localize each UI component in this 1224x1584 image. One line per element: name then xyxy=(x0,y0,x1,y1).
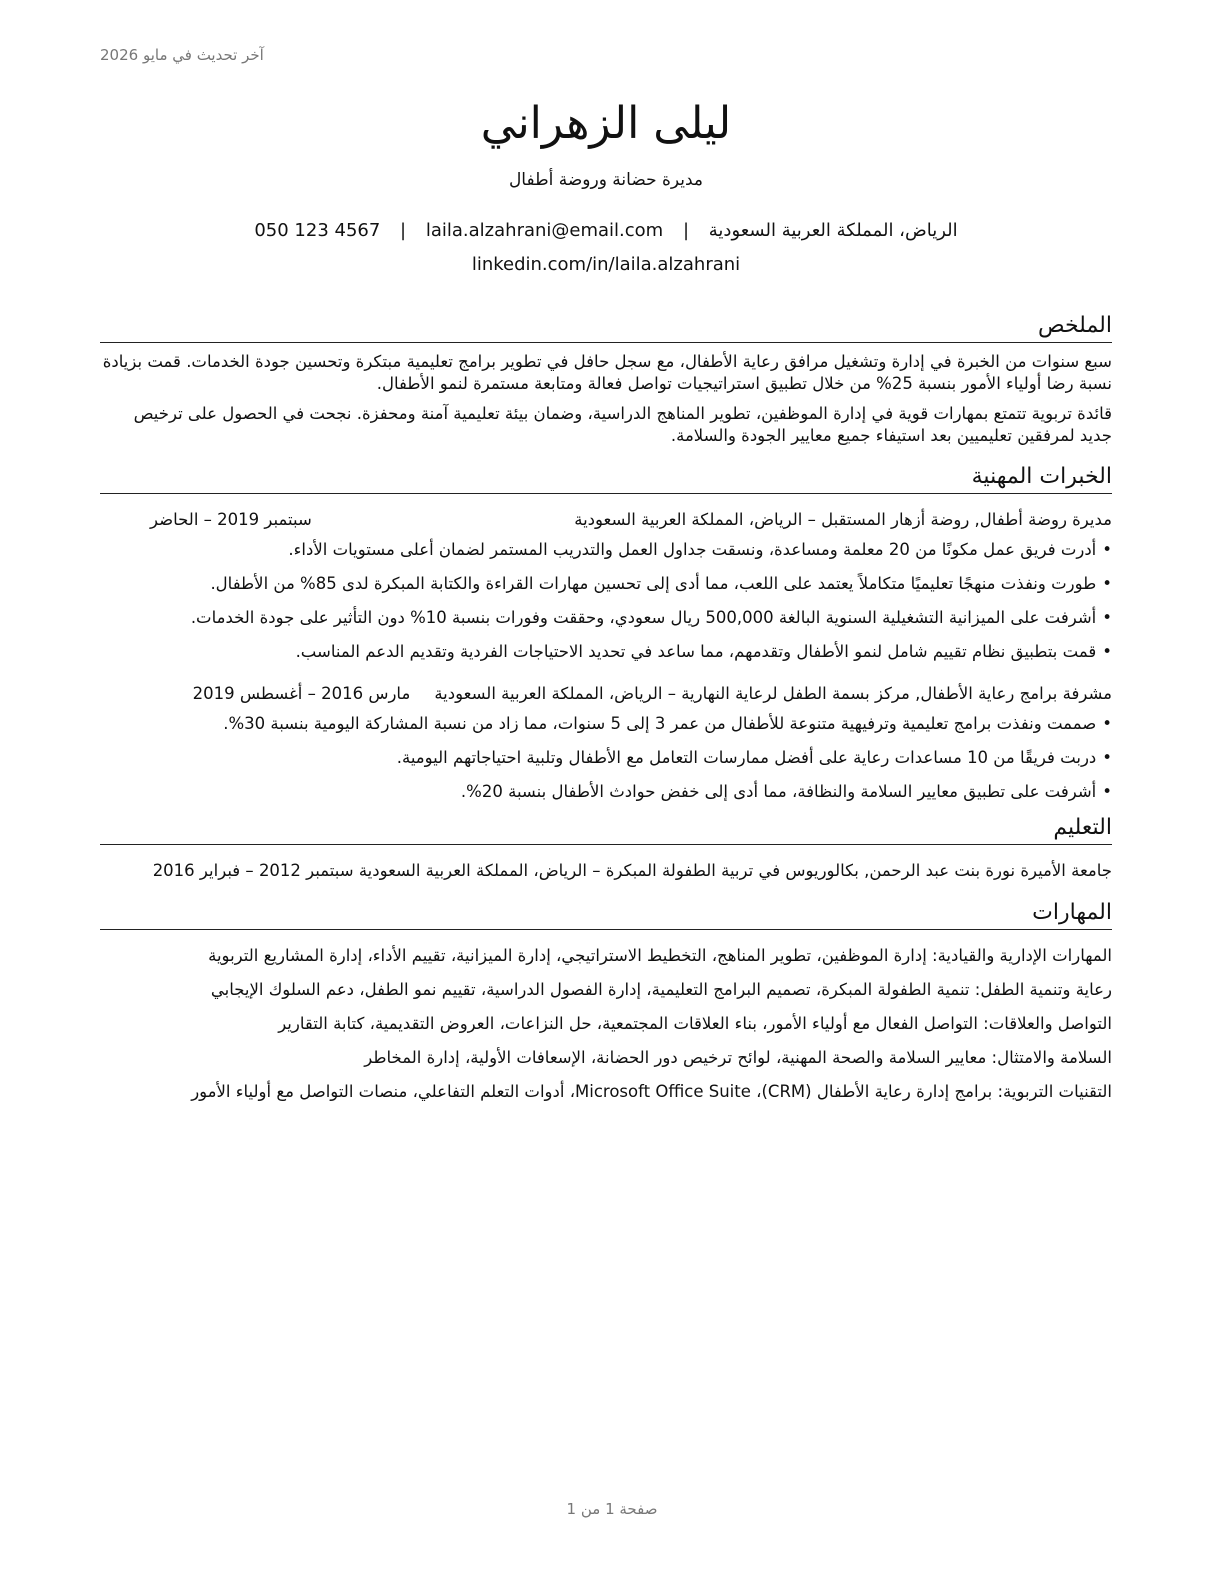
contact-separator: | xyxy=(400,220,407,241)
job-bullet xyxy=(100,712,1112,736)
contact-email[interactable]: laila.alzahrani@email.com xyxy=(425,220,664,241)
skills-section xyxy=(100,899,1112,1104)
job-bullet xyxy=(100,640,1112,664)
bullet-text: أدرت فريق عمل مكونًا من 20 معلمة ومساعدة، ونسقت جداول العمل والتدريب المستمر لضمان أعلى مستويات الأداء. xyxy=(288,540,1097,559)
bullet-dot: • xyxy=(1102,540,1112,559)
education-section xyxy=(100,814,1112,883)
page-number: صفحة 1 من 1 xyxy=(566,1500,658,1518)
job-dates: سبتمبر 2019 – الحاضر xyxy=(150,510,312,529)
bullet-dot: • xyxy=(1102,574,1112,593)
job-bullets xyxy=(100,712,1112,804)
job-bullets xyxy=(100,538,1112,664)
last-updated-note: آخر تحديث في مايو 2026 xyxy=(100,46,264,64)
bullet-text: صممت ونفذت برامج تعليمية وترفيهية متنوعة للأطفال من عمر 3 إلى 5 سنوات، مما زاد من نسبة المشاركة اليومية بنسبة 30%. xyxy=(223,714,1097,733)
bullet-text: أشرفت على تطبيق معايير السلامة والنظافة، مما أدى إلى خفض حوادث الأطفال بنسبة 20%. xyxy=(460,782,1097,801)
job-bullet xyxy=(100,780,1112,804)
job-entry xyxy=(100,682,1112,804)
bullet-text: أشرفت على الميزانية التشغيلية السنوية البالغة 500,000 ريال سعودي، وحققت وفورات بنسبة 10% دون التأثير على جودة الخدمات. xyxy=(190,608,1097,627)
candidate-name: ليلى الزهراني xyxy=(480,98,732,149)
skill-line: التواصل والعلاقات: التواصل الفعال مع أولياء الأمور، بناء العلاقات المجتمعية، حل النزاعات، العروض التقديمية، كتابة التقارير xyxy=(278,1014,1112,1033)
job-role: مديرة روضة أطفال, روضة أزهار المستقبل – الرياض، المملكة العربية السعودية xyxy=(574,510,1112,529)
job-dates: مارس 2016 – أغسطس 2019 xyxy=(192,684,411,703)
summary-heading: الملخص xyxy=(100,312,1112,343)
experience-heading: الخبرات المهنية xyxy=(100,463,1112,494)
resume-body xyxy=(100,312,1112,1114)
bullet-dot: • xyxy=(1102,642,1112,661)
resume-header xyxy=(100,96,1112,278)
job-header xyxy=(100,682,1112,706)
experience-section xyxy=(100,463,1112,804)
summary-paragraph: قائدة تربوية تتمتع بمهارات قوية في إدارة الموظفين، تطوير المناهج الدراسية، وضمان بيئة تعليمية آمنة ومحفزة. نجحت في الحصول على ترخيص جديد لمرفقين تعليميين بعد استيفاء جميع معايير الجودة والسلامة. xyxy=(133,404,1112,445)
job-bullet xyxy=(100,538,1112,562)
summary-section xyxy=(100,312,1112,447)
bullet-dot: • xyxy=(1102,748,1112,767)
contact-line xyxy=(100,218,1112,244)
summary-paragraph: سبع سنوات من الخبرة في إدارة وتشغيل مرافق رعاية الأطفال، مع سجل حافل في تطوير برامج تعليمية مبتكرة وتحسين جودة الخدمات. قمت بزيادة نسبة رضا أولياء الأمور بنسبة 25% من خلال تطبيق استراتيجيات تواصل فعالة ومتابعة مستمرة لنمو الأطفال. xyxy=(102,352,1112,393)
skills-list xyxy=(100,944,1112,1104)
job-bullet xyxy=(100,572,1112,596)
skills-heading: المهارات xyxy=(100,899,1112,930)
bullet-text: طورت ونفذت منهجًا تعليميًا متكاملاً يعتمد على اللعب، مما أدى إلى تحسين مهارات القراءة والكتابة المبكرة لدى 85% من الأطفال. xyxy=(210,574,1097,593)
bullet-dot: • xyxy=(1102,714,1112,733)
skill-line: السلامة والامتثال: معايير السلامة والصحة المهنية، لوائح ترخيص دور الحضانة، الإسعافات الأولية، إدارة المخاطر xyxy=(364,1048,1112,1067)
skill-line: التقنيات التربوية: برامج إدارة رعاية الأطفال (CRM)، Microsoft Office Suite، أدوات التعلم التفاعلي، منصات التواصل مع أولياء الأمور xyxy=(191,1082,1112,1101)
contact-phone: 050 123 4567 xyxy=(254,220,381,241)
job-bullet xyxy=(100,606,1112,630)
bullet-dot: • xyxy=(1102,782,1112,801)
contact-location: الرياض، المملكة العربية السعودية xyxy=(708,220,958,241)
bullet-text: قمت بتطبيق نظام تقييم شامل لنمو الأطفال وتقدمهم، مما ساعد في تحديد الاحتياجات الفردية وتقديم الدعم المناسب. xyxy=(295,642,1097,661)
contact-separator: | xyxy=(682,220,690,241)
education-heading: التعليم xyxy=(100,814,1112,845)
bullet-text: دربت فريقًا من 10 مساعدات رعاية على أفضل ممارسات التعامل مع الأطفال وتلبية احتياجاتهم اليومية. xyxy=(396,748,1097,767)
skill-line: رعاية وتنمية الطفل: تنمية الطفولة المبكرة، تصميم البرامج التعليمية، إدارة الفصول الدراسية، تقييم نمو الطفل، دعم السلوك الإيجابي xyxy=(210,980,1112,999)
bullet-dot: • xyxy=(1102,608,1112,627)
job-header xyxy=(100,508,1112,532)
job-entry xyxy=(100,508,1112,664)
job-bullet xyxy=(100,746,1112,770)
skill-line: المهارات الإدارية والقيادية: إدارة الموظفين، تطوير المناهج، التخطيط الاستراتيجي، إدارة الميزانية، تقييم الأداء، إدارة المشاريع التربوية xyxy=(208,946,1112,965)
candidate-title: مديرة حضانة وروضة أطفال xyxy=(508,170,704,190)
education-entry: جامعة الأميرة نورة بنت عبد الرحمن, بكالوريوس في تربية الطفولة المبكرة – الرياض، المملكة العربية السعودية سبتمبر 2012 – فبراير 2016 xyxy=(152,861,1112,880)
contact-linkedin[interactable]: linkedin.com/in/laila.alzahrani xyxy=(471,254,741,275)
job-role: مشرفة برامج رعاية الأطفال, مركز بسمة الطفل لرعاية النهارية – الرياض، المملكة العربية السعودية xyxy=(434,684,1112,703)
